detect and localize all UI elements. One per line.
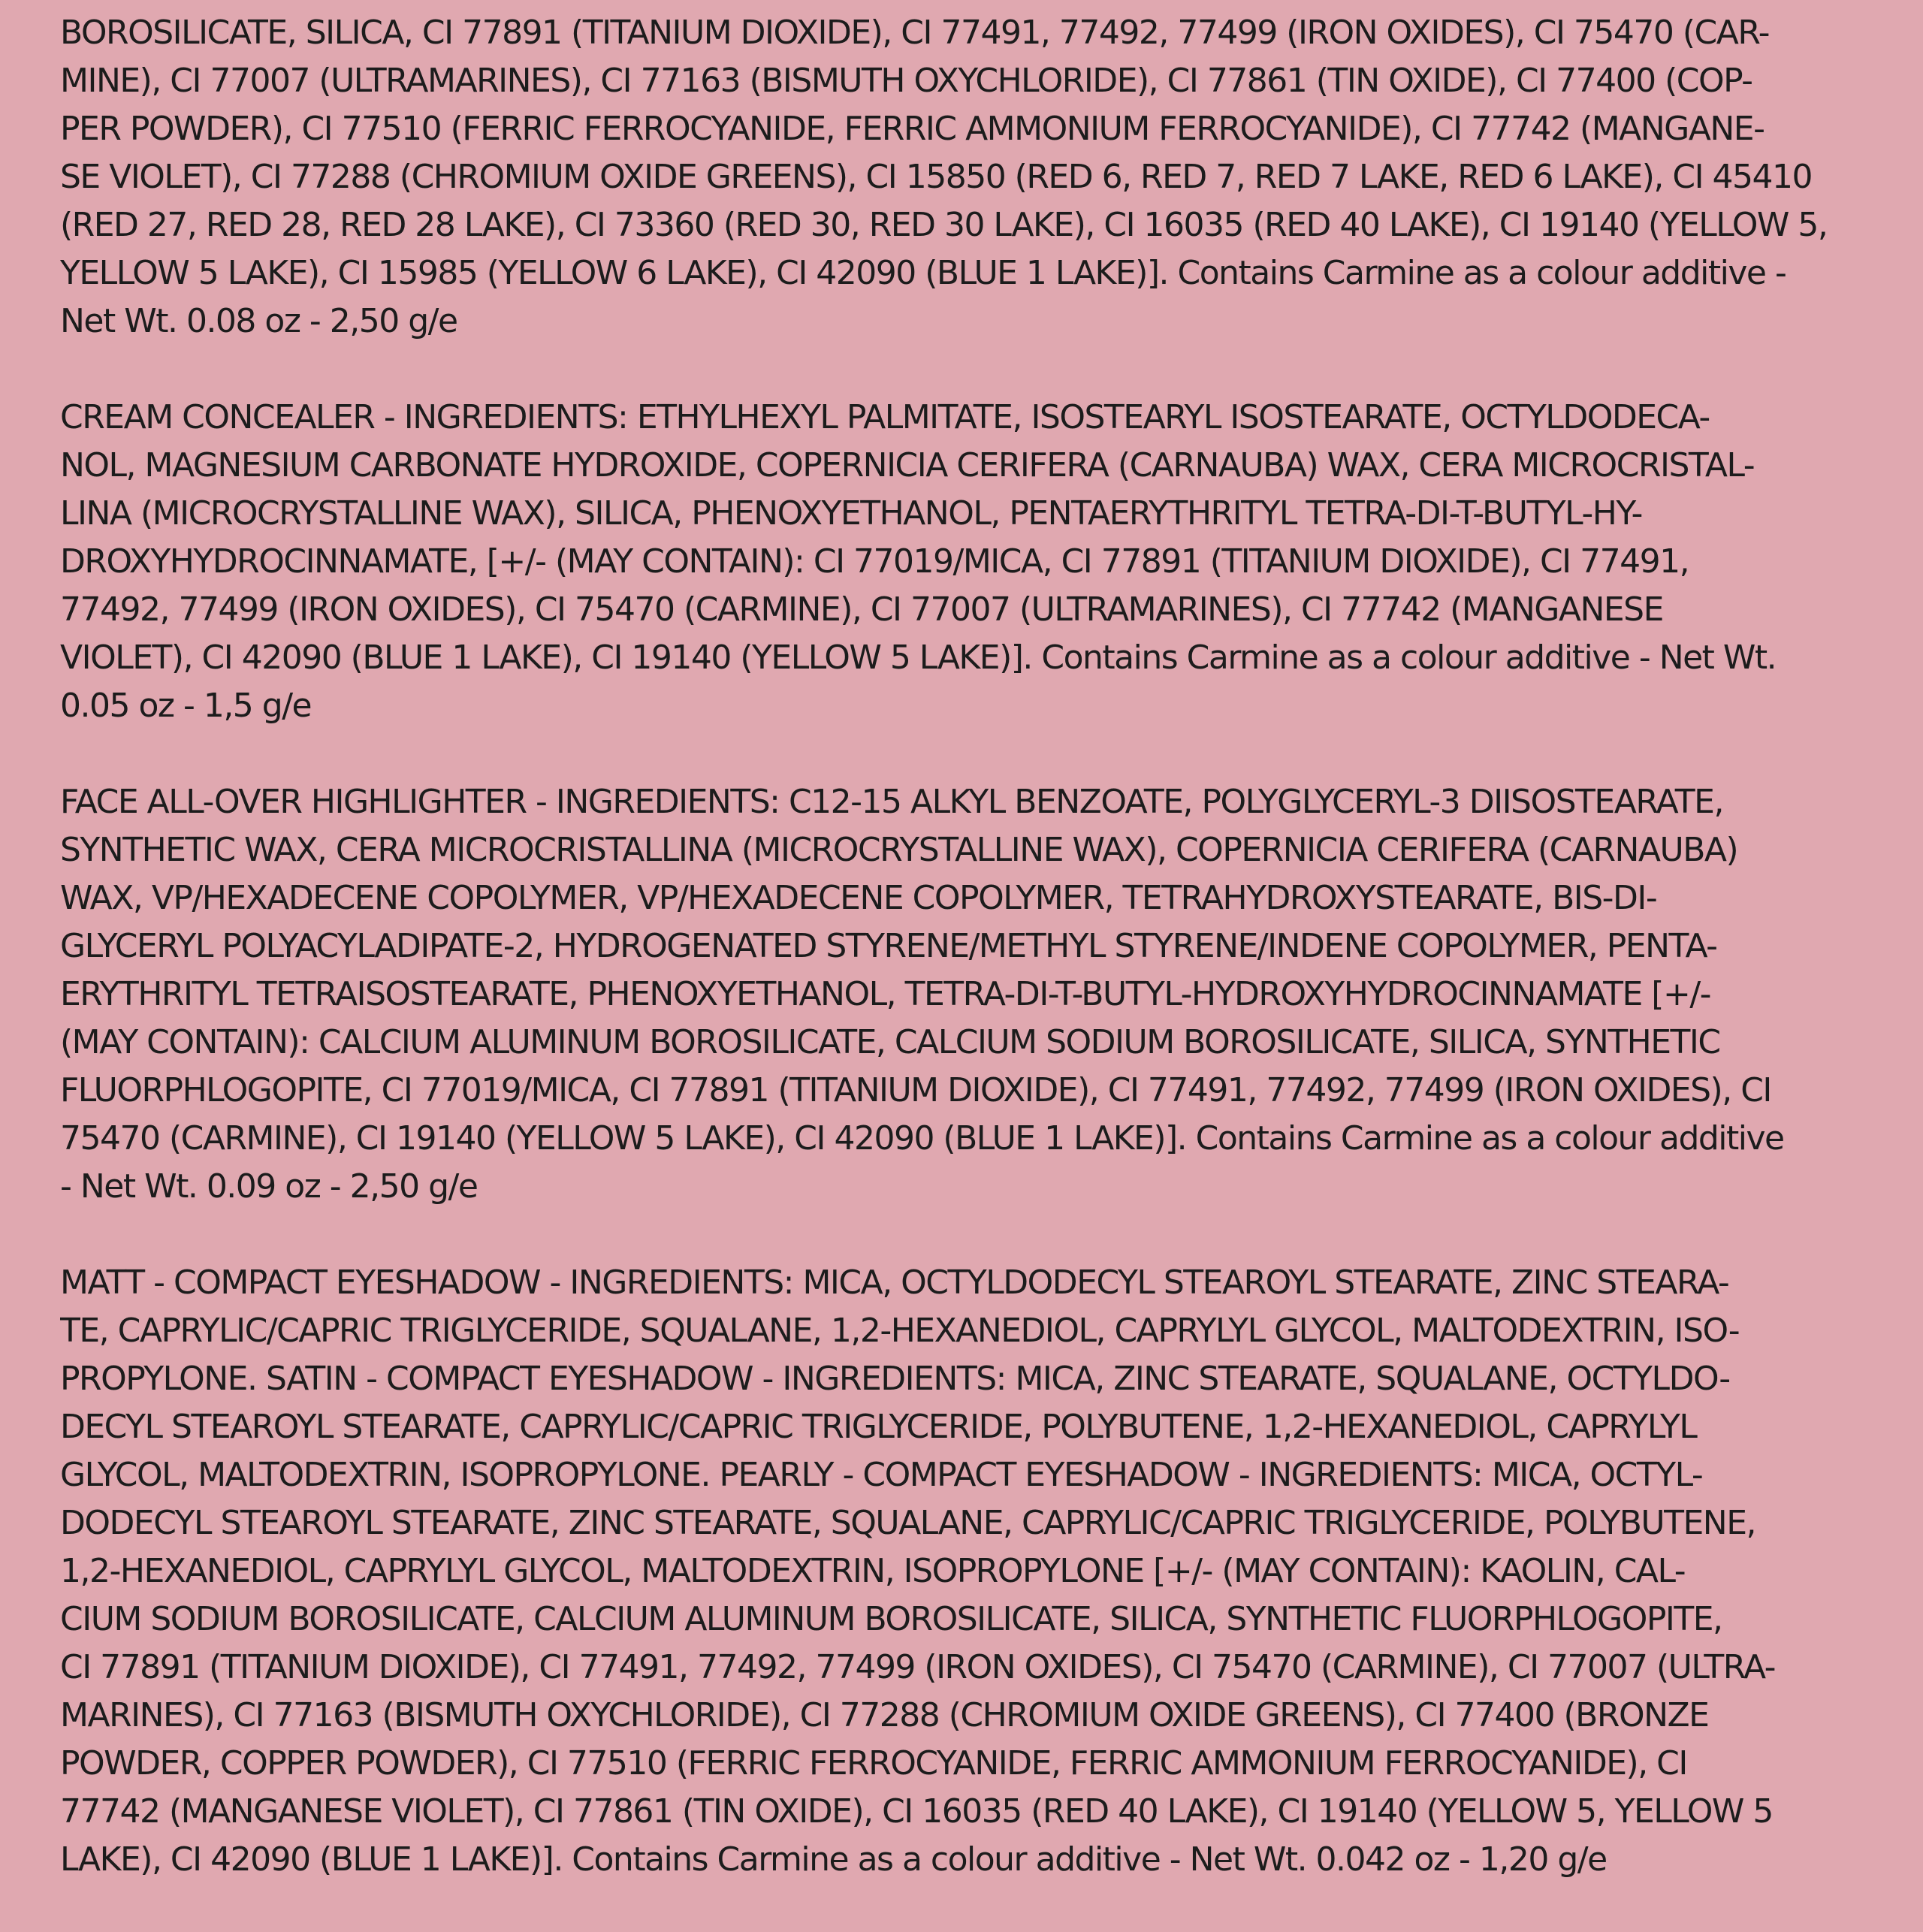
text-line: PER POWDER), CI 77510 (FERRIC FERROCYANIDE, FERRIC AMMONIUM FERROCYANIDE), CI 77742 (MANGANE- [60, 110, 1765, 148]
text-line: Net Wt. 0.08 oz - 2,50 g/e [60, 302, 457, 340]
text-line: 1,2-HEXANEDIOL, CAPRYLYL GLYCOL, MALTODEXTRIN, ISOPROPYLONE [+/- (MAY CONTAIN): KAOLIN, CAL- [60, 1552, 1686, 1590]
text-line: BOROSILICATE, SILICA, CI 77891 (TITANIUM DIOXIDE), CI 77491, 77492, 77499 (IRON OXIDES), CI 75470 (CAR- [60, 14, 1770, 52]
text-line: (RED 27, RED 28, RED 28 LAKE), CI 73360 (RED 30, RED 30 LAKE), CI 16035 (RED 40 LAKE), CI 19140 (YELLOW 5, [60, 206, 1828, 244]
text-line: CI 77891 (TITANIUM DIOXIDE), CI 77491, 77492, 77499 (IRON OXIDES), CI 75470 (CARMINE), CI 77007 (ULTRA- [60, 1648, 1775, 1686]
ingredients-paragraph-powder [60, 9, 1863, 346]
text-line: TE, CAPRYLIC/CAPRIC TRIGLYCERIDE, SQUALANE, 1,2-HEXANEDIOL, CAPRYLYL GLYCOL, MALTODEXTRIN, ISO- [60, 1312, 1740, 1350]
text-line: CIUM SODIUM BOROSILICATE, CALCIUM ALUMINUM BOROSILICATE, SILICA, SYNTHETIC FLUORPHLOGOPITE, [60, 1600, 1722, 1638]
text-line: FACE ALL-OVER HIGHLIGHTER - INGREDIENTS: C12-15 ALKYL BENZOATE, POLYGLYCERYL-3 DIISOSTEARATE, [60, 783, 1723, 821]
ingredients-paragraph-eyeshadow [60, 1259, 1863, 1884]
text-line: CREAM CONCEALER - INGREDIENTS: ETHYLHEXYL PALMITATE, ISOSTEARYL ISOSTEARATE, OCTYLDODECA- [60, 398, 1710, 436]
ingredients-sheet [60, 9, 1863, 1932]
text-line: 75470 (CARMINE), CI 19140 (YELLOW 5 LAKE), CI 42090 (BLUE 1 LAKE)]. Contains Carmine as a colour additive [60, 1119, 1784, 1158]
text-line: LAKE), CI 42090 (BLUE 1 LAKE)]. Contains Carmine as a colour additive - Net Wt. 0.042 oz - 1,20 g/e [60, 1840, 1607, 1879]
text-line: SYNTHETIC WAX, CERA MICROCRISTALLINA (MICROCRYSTALLINE WAX), COPERNICIA CERIFERA (CARNAUBA) [60, 831, 1738, 869]
text-line: WAX, VP/HEXADECENE COPOLYMER, VP/HEXADECENE COPOLYMER, TETRAHYDROXYSTEARATE, BIS-DI- [60, 879, 1657, 917]
text-line: MINE), CI 77007 (ULTRAMARINES), CI 77163 (BISMUTH OXYCHLORIDE), CI 77861 (TIN OXIDE), CI 77400 (COP- [60, 62, 1752, 100]
text-line: - Net Wt. 0.09 oz - 2,50 g/e [60, 1167, 478, 1206]
text-line: YELLOW 5 LAKE), CI 15985 (YELLOW 6 LAKE), CI 42090 (BLUE 1 LAKE)]. Contains Carmine as a colour additive - [60, 254, 1786, 292]
text-line: POWDER, COPPER POWDER), CI 77510 (FERRIC FERROCYANIDE, FERRIC AMMONIUM FERROCYANIDE), CI [60, 1744, 1687, 1783]
text-line: ERYTHRITYL TETRAISOSTEARATE, PHENOXYETHANOL, TETRA-DI-T-BUTYL-HYDROXYHYDROCINNAMATE [+/- [60, 975, 1711, 1013]
ingredients-paragraph-cream-concealer [60, 394, 1863, 730]
text-line: PROPYLONE. SATIN - COMPACT EYESHADOW - INGREDIENTS: MICA, ZINC STEARATE, SQUALANE, OCTYLDO- [60, 1360, 1730, 1398]
text-line: GLYCERYL POLYACYLADIPATE-2, HYDROGENATED STYRENE/METHYL STYRENE/INDENE COPOLYMER, PENTA- [60, 927, 1717, 965]
text-line: DODECYL STEAROYL STEARATE, ZINC STEARATE, SQUALANE, CAPRYLIC/CAPRIC TRIGLYCERIDE, POLYBUTENE, [60, 1504, 1755, 1542]
text-line: GLYCOL, MALTODEXTRIN, ISOPROPYLONE. PEARLY - COMPACT EYESHADOW - INGREDIENTS: MICA, OCTYL- [60, 1456, 1703, 1494]
text-line: VIOLET), CI 42090 (BLUE 1 LAKE), CI 19140 (YELLOW 5 LAKE)]. Contains Carmine as a colour additive - Net Wt. [60, 638, 1777, 677]
text-line: (MAY CONTAIN): CALCIUM ALUMINUM BOROSILICATE, CALCIUM SODIUM BOROSILICATE, SILICA, SYNTHETIC [60, 1023, 1720, 1061]
text-line: SE VIOLET), CI 77288 (CHROMIUM OXIDE GREENS), CI 15850 (RED 6, RED 7, RED 7 LAKE, RED 6 LAKE), CI 45410 [60, 158, 1813, 196]
text-line: NOL, MAGNESIUM CARBONATE HYDROXIDE, COPERNICIA CERIFERA (CARNAUBA) WAX, CERA MICROCRISTAL- [60, 446, 1755, 485]
text-line: DROXYHYDROCINNAMATE, [+/- (MAY CONTAIN): CI 77019/MICA, CI 77891 (TITANIUM DIOXIDE), CI 77491, [60, 542, 1689, 581]
text-line: FLUORPHLOGOPITE, CI 77019/MICA, CI 77891 (TITANIUM DIOXIDE), CI 77491, 77492, 77499 (IRON OXIDES), CI [60, 1071, 1771, 1109]
text-line: MARINES), CI 77163 (BISMUTH OXYCHLORIDE), CI 77288 (CHROMIUM OXIDE GREENS), CI 77400 (BRONZE [60, 1696, 1709, 1734]
text-line: LINA (MICROCRYSTALLINE WAX), SILICA, PHENOXYETHANOL, PENTAERYTHRITYL TETRA-DI-T-BUTYL-HY- [60, 494, 1642, 533]
text-line: MATT - COMPACT EYESHADOW - INGREDIENTS: MICA, OCTYLDODECYL STEAROYL STEARATE, ZINC STEARA- [60, 1263, 1729, 1302]
text-line: 77492, 77499 (IRON OXIDES), CI 75470 (CARMINE), CI 77007 (ULTRAMARINES), CI 77742 (MANGANESE [60, 590, 1663, 629]
text-line: 77742 (MANGANESE VIOLET), CI 77861 (TIN OXIDE), CI 16035 (RED 40 LAKE), CI 19140 (YELLOW 5, YELLOW 5 [60, 1792, 1773, 1831]
ingredients-paragraph-highlighter [60, 778, 1863, 1211]
text-line: 0.05 oz - 1,5 g/e [60, 687, 312, 725]
text-line: DECYL STEAROYL STEARATE, CAPRYLIC/CAPRIC TRIGLYCERIDE, POLYBUTENE, 1,2-HEXANEDIOL, CAPRYLYL [60, 1408, 1697, 1446]
